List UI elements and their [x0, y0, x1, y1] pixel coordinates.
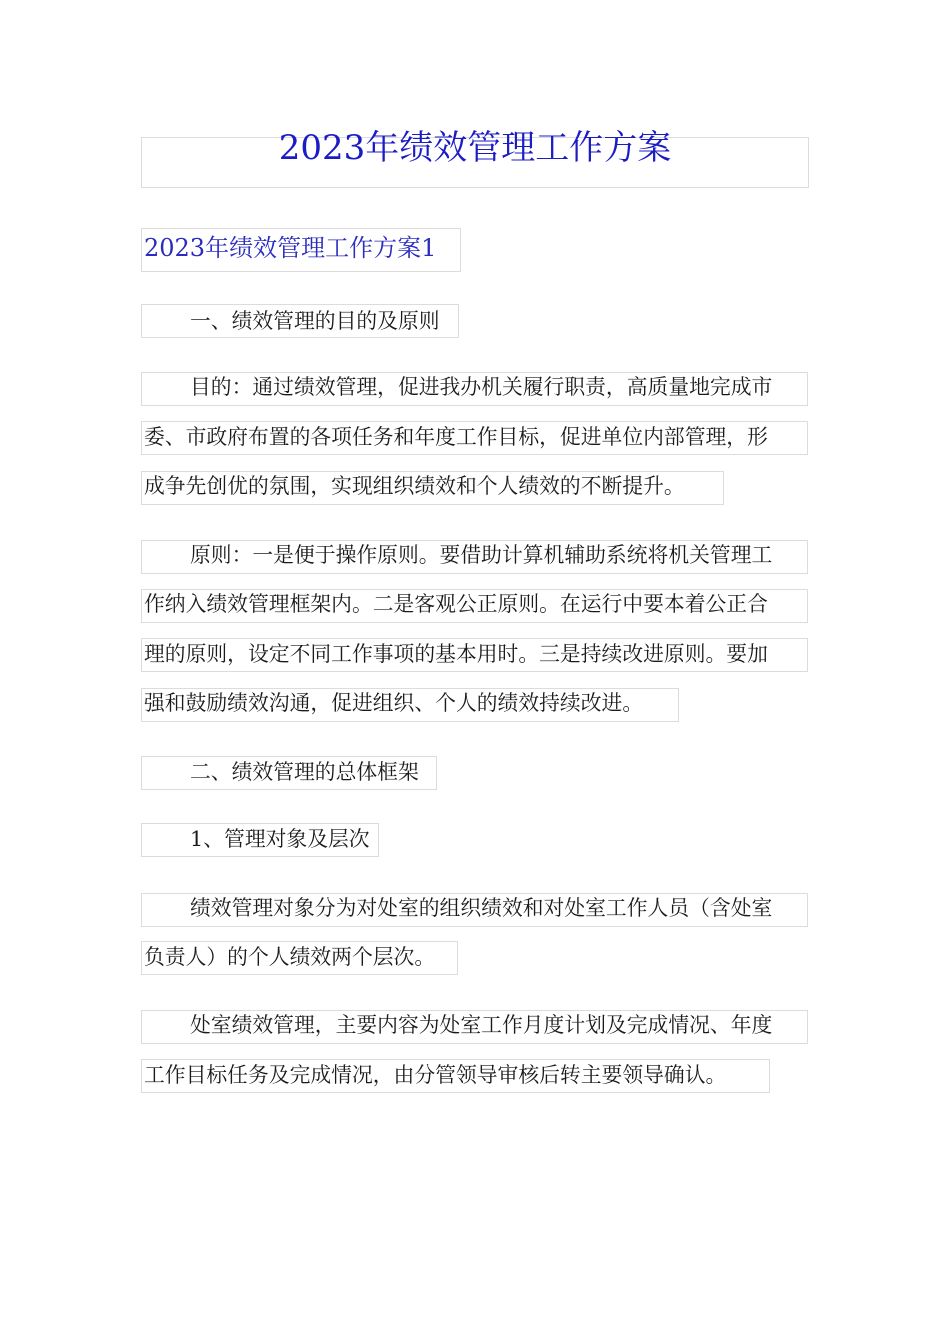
paragraph-line: 委、市政府布置的各项任务和年度工作目标，促进单位内部管理，形 — [144, 425, 768, 449]
paragraph-line: 理的原则，设定不同工作事项的基本用时。三是持续改进原则。要加 — [144, 642, 768, 666]
document-title: 2023年绩效管理工作方案 — [278, 128, 672, 168]
paragraph-line: 工作目标任务及完成情况，由分管领导审核后转主要领导确认。 — [144, 1063, 727, 1087]
paragraph-line: 目的：通过绩效管理，促进我办机关履行职责，高质量地完成市 — [190, 375, 773, 399]
paragraph-line: 原则：一是便于操作原则。要借助计算机辅助系统将机关管理工 — [190, 543, 773, 567]
paragraph-line: 负责人）的个人绩效两个层次。 — [144, 945, 436, 969]
heading-management-objects: 1、管理对象及层次 — [190, 827, 370, 851]
paragraph-line: 处室绩效管理，主要内容为处室工作月度计划及完成情况、年度 — [190, 1013, 773, 1037]
section-heading: 2023年绩效管理工作方案1 — [144, 234, 437, 262]
paragraph-line: 作纳入绩效管理框架内。二是客观公正原则。在运行中要本着公正合 — [144, 592, 768, 616]
paragraph-line: 绩效管理对象分为对处室的组织绩效和对处室工作人员（含处室 — [190, 896, 773, 920]
heading-purpose-principles: 一、绩效管理的目的及原则 — [190, 309, 440, 333]
heading-framework: 二、绩效管理的总体框架 — [190, 760, 419, 784]
paragraph-line: 强和鼓励绩效沟通，促进组织、个人的绩效持续改进。 — [144, 691, 644, 715]
paragraph-line: 成争先创优的氛围，实现组织绩效和个人绩效的不断提升。 — [144, 474, 685, 498]
